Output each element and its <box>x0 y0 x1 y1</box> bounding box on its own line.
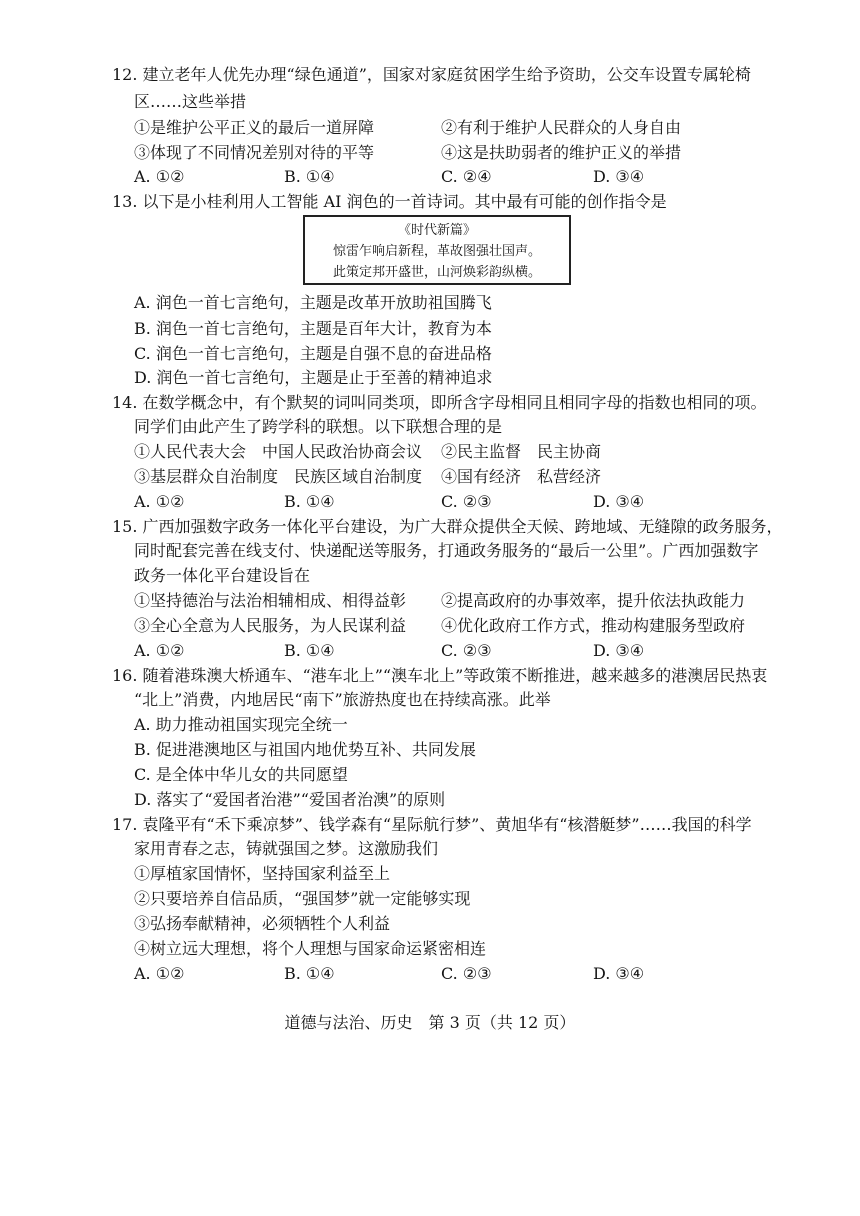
q15-choice-a: A. ①② <box>134 641 185 660</box>
q14-option-1: ①人民代表大会 中国人民政治协商会议 <box>134 442 423 461</box>
q17-choice-d: D. ③④ <box>593 964 645 983</box>
poem-box <box>303 215 571 285</box>
q17-stem-line-2: 家用青春之志，铸就强国之梦。这激励我们 <box>134 839 439 858</box>
q14-stem-line-2: 同学们由此产生了跨学科的联想。以下联想合理的是 <box>134 417 503 436</box>
poem-line-2: 此策定邦开盛世，山河焕彩韵纵横。 <box>332 265 541 280</box>
q12-option-2: ②有利于维护人民群众的人身自由 <box>441 118 682 137</box>
q16-choice-d: D. 落实了“爱国者治港”“爱国者治澳”的原则 <box>134 790 446 809</box>
q13-choice-a: A. 润色一首七言绝句，主题是改革开放助祖国腾飞 <box>134 293 492 312</box>
q17-option-3: ③弘扬奉献精神，必须牺牲个人利益 <box>134 914 391 933</box>
q17-option-2: ②只要培养自信品质，“强国梦”就一定能够实现 <box>134 889 471 908</box>
q15-option-3: ③全心全意为人民服务，为人民谋利益 <box>134 616 407 635</box>
q13-choice-c: C. 润色一首七言绝句，主题是自强不息的奋进品格 <box>134 344 492 363</box>
q16-choice-a: A. 助力推动祖国实现完全统一 <box>134 715 348 734</box>
q12-choice-d: D. ③④ <box>593 167 645 186</box>
q12-option-4: ④这是扶助弱者的维护正义的举措 <box>441 143 682 162</box>
q16-choice-b: B. 促进港澳地区与祖国内地优势互补、共同发展 <box>134 740 476 759</box>
q13-choice-d: D. 润色一首七言绝句，主题是止于至善的精神追求 <box>134 368 493 387</box>
q12-choice-b: B. ①④ <box>284 167 335 186</box>
q14-option-2: ②民主监督 民主协商 <box>441 442 602 461</box>
q12-choice-a: A. ①② <box>134 167 185 186</box>
q14-choice-a: A. ①② <box>134 492 185 511</box>
q15-option-2: ②提高政府的办事效率，提升依法执政能力 <box>441 591 746 610</box>
q16-choice-c: C. 是全体中华儿女的共同愿望 <box>134 765 348 784</box>
q13-choice-b: B. 润色一首七言绝句，主题是百年大计，教育为本 <box>134 319 492 338</box>
q16-stem-line-1: 16. 随着港珠澳大桥通车、“港车北上”“澳车北上”等政策不断推进，越来越多的港澳居民热衷 <box>112 666 768 685</box>
q15-choice-b: B. ①④ <box>284 641 335 660</box>
q14-option-3: ③基层群众自治制度 民族区域自治制度 <box>134 467 423 486</box>
poem-line-1: 惊雷乍响启新程，革故图强壮国声。 <box>332 244 541 259</box>
q14-stem-line-1: 14. 在数学概念中，有个默契的词叫同类项，即所含字母相同且相同字母的指数也相同的项。 <box>112 393 767 412</box>
q12-option-3: ③体现了不同情况差别对待的平等 <box>134 143 375 162</box>
q13-stem: 13. 以下是小桂利用人工智能 AI 润色的一首诗词。其中最有可能的创作指令是 <box>112 192 667 211</box>
q17-option-4: ④树立远大理想，将个人理想与国家命运紧密相连 <box>134 939 487 958</box>
q15-choice-c: C. ②③ <box>441 641 492 660</box>
q17-option-1: ①厚植家国情怀，坚持国家利益至上 <box>134 864 391 883</box>
q12-stem-line-1: 12. 建立老年人优先办理“绿色通道”，国家对家庭贫困学生给予资助，公交车设置专属轮椅 <box>112 65 751 84</box>
q17-choice-c: C. ②③ <box>441 964 492 983</box>
q15-choice-d: D. ③④ <box>593 641 645 660</box>
page-footer: 道德与法治、历史 第 3 页（共 12 页） <box>284 1013 576 1032</box>
q14-choice-c: C. ②③ <box>441 492 492 511</box>
q15-stem-line-3: 政务一体化平台建设旨在 <box>134 566 311 585</box>
q15-option-1: ①坚持德治与法治相辅相成、相得益彰 <box>134 591 407 610</box>
q12-stem-line-2: 区……这些举措 <box>134 92 247 111</box>
q17-choice-b: B. ①④ <box>284 964 335 983</box>
q16-stem-line-2: “北上”消费，内地居民“南下”旅游热度也在持续高涨。此举 <box>134 690 551 709</box>
q14-choice-b: B. ①④ <box>284 492 335 511</box>
poem-title: 《时代新篇》 <box>397 223 476 238</box>
q17-choice-a: A. ①② <box>134 964 185 983</box>
q15-stem-line-2: 同时配套完善在线支付、快递配送等服务，打通政务服务的“最后一公里”。广西加强数字 <box>134 541 759 560</box>
q12-option-1: ①是维护公平正义的最后一道屏障 <box>134 118 375 137</box>
q12-choice-c: C. ②④ <box>441 167 492 186</box>
q14-option-4: ④国有经济 私营经济 <box>441 467 602 486</box>
q17-stem-line-1: 17. 袁隆平有“禾下乘凉梦”、钱学森有“星际航行梦”、黄旭华有“核潜艇梦”……我国的科学 <box>112 815 752 834</box>
q15-stem-line-1: 15. 广西加强数字政务一体化平台建设，为广大群众提供全天候、跨地域、无缝隙的政务服务， <box>112 517 783 536</box>
q14-choice-d: D. ③④ <box>593 492 645 511</box>
q15-option-4: ④优化政府工作方式，推动构建服务型政府 <box>441 616 746 635</box>
